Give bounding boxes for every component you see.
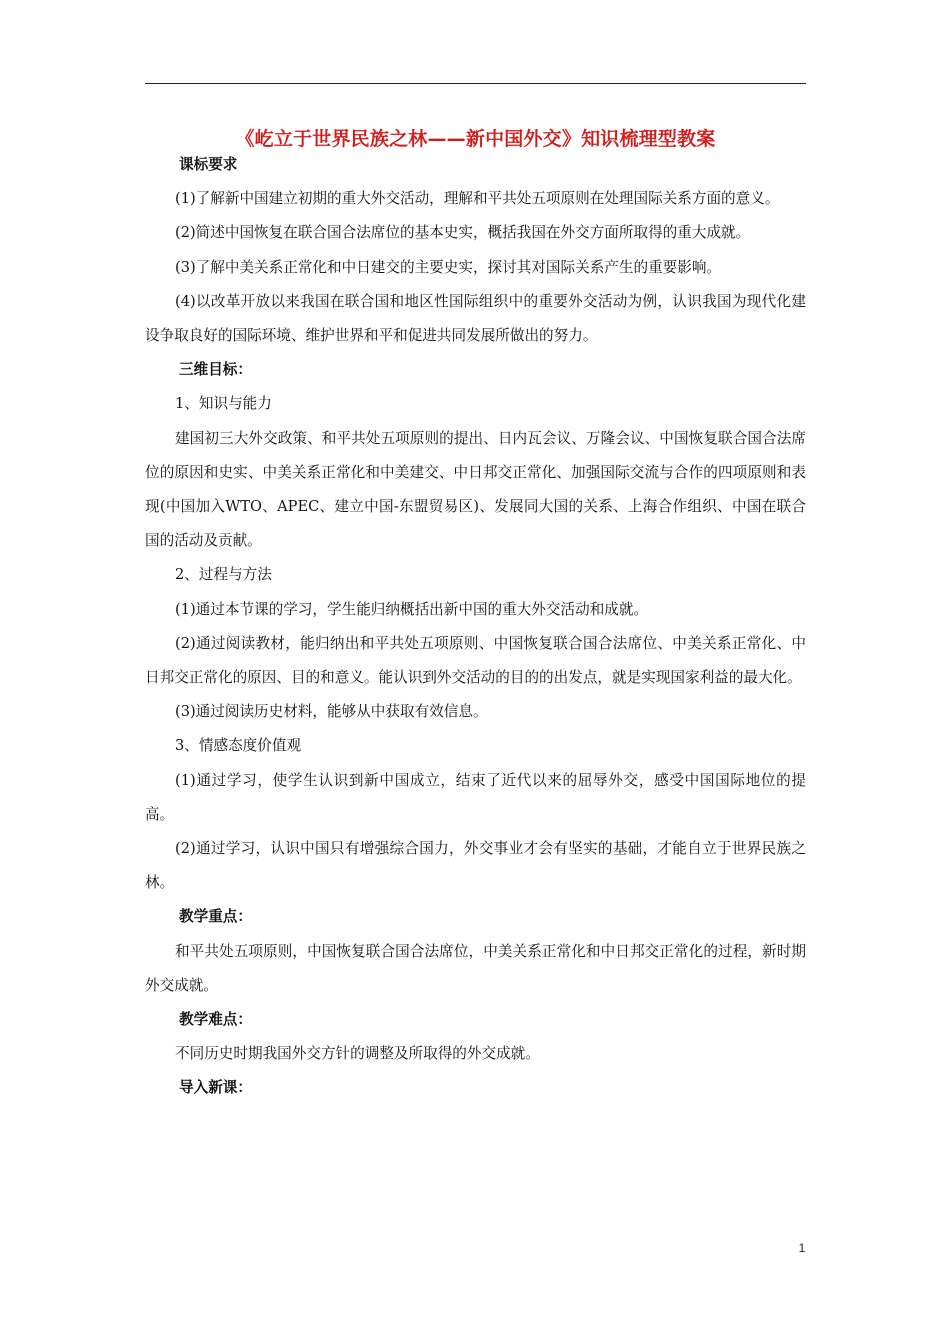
paragraph: (3)了解中美关系正常化和中日建交的主要史实，探讨其对国际关系产生的重要影响。 <box>175 258 722 276</box>
paragraph: (1)通过学习，使学生认识到新中国成立，结束了近代以来的屈辱外交，感受中国国际地位的提高。 <box>145 771 806 823</box>
paragraph: 和平共处五项原则，中国恢复联合国合法席位，中美关系正常化和中日邦交正常化的过程，新时期外交成就。 <box>145 942 806 994</box>
document-body <box>145 148 806 1106</box>
section-heading: 三维目标： <box>179 361 252 379</box>
paragraph: 不同历史时期我国外交方针的调整及所取得的外交成就。 <box>175 1045 540 1063</box>
paragraph: (1)通过本节课的学习，学生能归纳概括出新中国的重大外交活动和成就。 <box>175 600 649 618</box>
section-heading: 教学重点： <box>179 908 252 926</box>
subheading: 1、知识与能力 <box>175 395 272 413</box>
subheading: 3、情感态度价值观 <box>175 737 302 755</box>
paragraph: 建国初三大外交政策、和平共处五项原则的提出、日内瓦会议、万隆会议、中国恢复联合国合法席位的原因和史实、中美关系正常化和中美建交、中日邦交正常化、加强国际交流与合作的四项原则和表现(中国加入WTO、APEC、建立中国-东盟贸易区)、发展同大国的关系、上海合作组织、中国在联合国的活动及贡献。 <box>145 429 806 550</box>
section-heading: 课标要求 <box>179 156 238 173</box>
paragraph: (4)以改革开放以来我国在联合国和地区性国际组织中的重要外交活动为例，认识我国为现代化建设争取良好的国际环境、维护世界和平和促进共同发展所做出的努力。 <box>145 292 806 345</box>
paragraph: (2)通过学习，认识中国只有增强综合国力，外交事业才会有坚实的基础，才能自立于世界民族之林。 <box>145 840 806 892</box>
page-number: 1 <box>798 1241 806 1255</box>
paragraph: (1)了解新中国建立初期的重大外交活动，理解和平共处五项原则在处理国际关系方面的意义。 <box>175 190 780 208</box>
header-rule <box>145 83 806 84</box>
section-heading: 教学难点： <box>179 1011 252 1029</box>
subheading: 2、过程与方法 <box>175 566 272 584</box>
paragraph: (3)通过阅读历史材料，能够从中获取有效信息。 <box>175 703 488 721</box>
paragraph: (2)通过阅读教材，能归纳出和平共处五项原则、中国恢复联合国合法席位、中美关系正常化、中日邦交正常化的原因、目的和意义。能认识到外交活动的目的的出发点，就是实现国家利益的最大化。 <box>145 634 806 687</box>
section-heading: 导入新课： <box>179 1079 252 1097</box>
paragraph: (2)简述中国恢复在联合国合法席位的基本史实，概括我国在外交方面所取得的重大成就。 <box>175 224 751 242</box>
document-title: 《屹立于世界民族之林——新中国外交》知识梳理型教案 <box>235 128 716 150</box>
